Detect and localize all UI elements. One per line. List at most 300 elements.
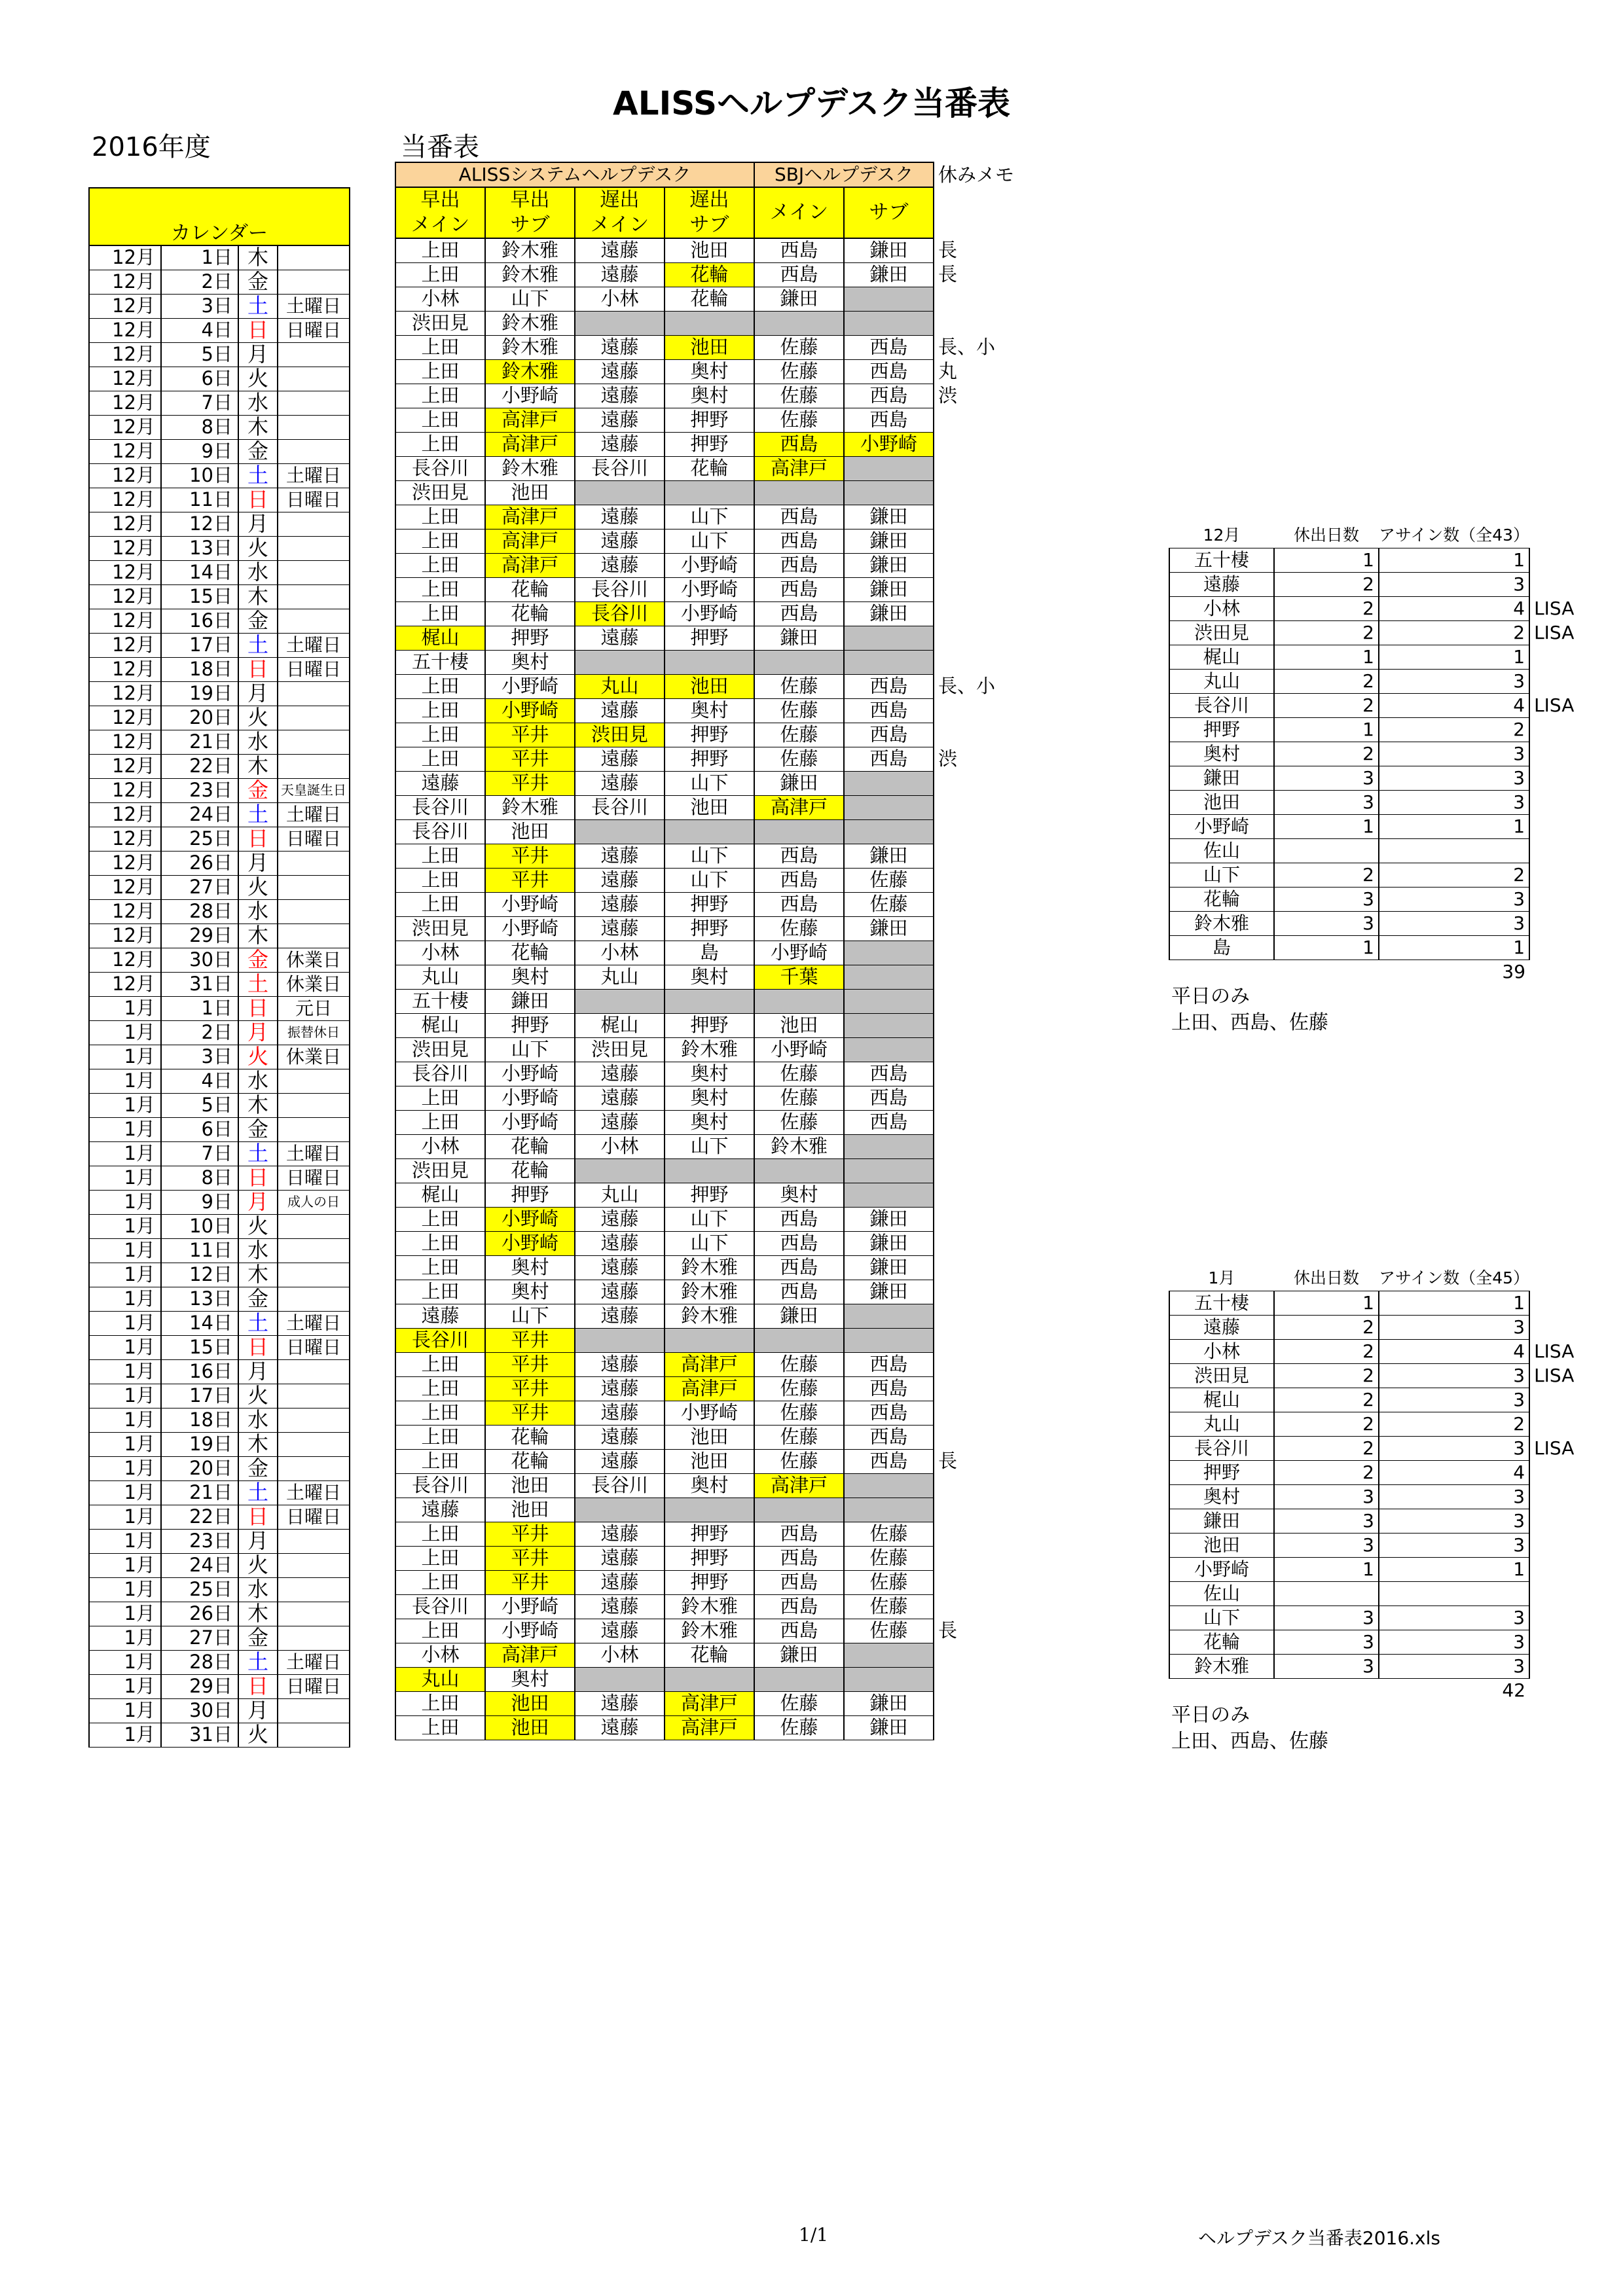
duty-cell: 池田 (485, 1691, 575, 1715)
stats-row (1169, 1605, 1608, 1630)
calendar-row (89, 1650, 350, 1674)
duty-cell: 上田 (395, 1086, 485, 1110)
staff-name: 佐山 (1169, 838, 1274, 863)
stats-header-row (1169, 1266, 1608, 1291)
calendar-row (89, 802, 350, 827)
holiday-work-days: 3 (1274, 1484, 1379, 1509)
holiday-note (278, 512, 350, 536)
duty-cell: 鎌田 (754, 1304, 844, 1328)
staff-name: 小野崎 (1169, 814, 1274, 838)
duty-cell: 佐藤 (754, 1425, 844, 1449)
duty-row (395, 456, 1032, 480)
duty-cell: 奥村 (485, 965, 575, 989)
duty-cell: 遠藤 (575, 1352, 665, 1376)
duty-cell: 遠藤 (575, 529, 665, 553)
weekday-cell: 土 (238, 802, 278, 827)
holiday-work-days: 2 (1274, 1315, 1379, 1339)
duty-cell: 花輪 (665, 287, 754, 311)
duty-row (395, 238, 1032, 262)
duty-cell: 高津戸 (485, 408, 575, 432)
calendar-row (89, 1384, 350, 1408)
duty-cell: 鎌田 (844, 844, 934, 868)
calendar-row (89, 706, 350, 730)
duty-cell: 遠藤 (575, 1086, 665, 1110)
duty-cell: 小野崎 (485, 1086, 575, 1110)
assign-count: 3 (1379, 1484, 1529, 1509)
duty-cell: 花輪 (485, 941, 575, 965)
absence-memo (934, 795, 1032, 819)
duty-cell: 西島 (754, 1255, 844, 1280)
duty-cell: 鈴木雅 (485, 795, 575, 819)
month-cell: 1月 (89, 1674, 161, 1698)
duty-cell: 五十棲 (395, 989, 485, 1013)
stats-row (1169, 1533, 1608, 1557)
duty-row (395, 1255, 1032, 1280)
staff-note: LISA (1534, 1437, 1575, 1459)
duty-cell: 遠藤 (395, 771, 485, 795)
assign-count: 2 (1379, 1412, 1529, 1436)
duty-cell: 西島 (844, 1062, 934, 1086)
holiday-work-days: 2 (1274, 693, 1379, 717)
duty-row (395, 480, 1032, 505)
calendar-row (89, 1674, 350, 1698)
duty-cell: 小林 (575, 1134, 665, 1158)
duty-cell: 高津戸 (754, 795, 844, 819)
month-cell: 1月 (89, 1214, 161, 1238)
duty-cell: 遠藤 (575, 384, 665, 408)
holiday-work-days: 1 (1274, 1557, 1379, 1581)
staff-name: 佐山 (1169, 1581, 1274, 1605)
calendar-row (89, 1093, 350, 1117)
day-cell: 30日 (161, 948, 238, 972)
duty-cell: 西島 (754, 1280, 844, 1304)
absence-memo (934, 1037, 1032, 1062)
calendar-row (89, 972, 350, 996)
duty-cell: 西島 (844, 747, 934, 771)
duty-cell (844, 1304, 934, 1328)
staff-name: 長谷川 (1169, 1436, 1274, 1460)
staff-note (1529, 742, 1608, 766)
duty-cell: 梶山 (395, 626, 485, 650)
duty-cell (665, 819, 754, 844)
calendar-row (89, 1190, 350, 1214)
calendar-row (89, 1408, 350, 1432)
month-cell: 1月 (89, 1480, 161, 1505)
duty-row (395, 505, 1032, 529)
duty-cell: 小野崎 (665, 601, 754, 626)
duty-cell: 池田 (665, 335, 754, 359)
duty-cell: 遠藤 (575, 916, 665, 941)
file-name: ヘルプデスク当番表2016.xls (1198, 2227, 1440, 2249)
holiday-work-days: 2 (1274, 1412, 1379, 1436)
weekday-cell: 木 (238, 924, 278, 948)
duty-row (395, 1134, 1032, 1158)
calendar-row (89, 1045, 350, 1069)
duty-row (395, 311, 1032, 335)
duty-cell (665, 1328, 754, 1352)
duty-cell: 小野崎 (485, 674, 575, 698)
calendar-row (89, 1117, 350, 1141)
duty-cell: 佐藤 (844, 868, 934, 892)
absence-memo: 長 (938, 1450, 958, 1472)
staff-note (1529, 1388, 1608, 1412)
duty-cell: 遠藤 (575, 1522, 665, 1546)
month-cell: 12月 (89, 681, 161, 706)
duty-cell (844, 650, 934, 674)
stats-row (1169, 766, 1608, 790)
duty-cell (844, 795, 934, 819)
calendar-row (89, 245, 350, 270)
calendar-row (89, 1505, 350, 1529)
month-cell: 1月 (89, 1190, 161, 1214)
absence-memo (934, 698, 1032, 723)
duty-cell: 押野 (485, 1013, 575, 1037)
absence-memo: 長 (938, 239, 958, 261)
holiday-note (278, 245, 350, 270)
duty-cell: 西島 (754, 892, 844, 916)
day-cell: 7日 (161, 1141, 238, 1166)
month-cell: 12月 (89, 536, 161, 560)
month-cell: 1月 (89, 1359, 161, 1384)
stats-row (1169, 1412, 1608, 1436)
duty-cell: 花輪 (485, 601, 575, 626)
duty-row (395, 1619, 1032, 1643)
assign-count: 3 (1379, 1509, 1529, 1533)
calendar-row (89, 1698, 350, 1723)
stats-spacer (1169, 960, 1274, 984)
weekday-cell: 木 (238, 1263, 278, 1287)
duty-cell: 遠藤 (575, 505, 665, 529)
staff-note (1529, 1533, 1608, 1557)
stats-row (1169, 1557, 1608, 1581)
day-cell: 28日 (161, 899, 238, 924)
duty-row (395, 723, 1032, 747)
holiday-note: 土曜日 (278, 1141, 350, 1166)
staff-name: 丸山 (1169, 1412, 1274, 1436)
duty-cell: 遠藤 (575, 1449, 665, 1473)
duty-row (395, 577, 1032, 601)
day-cell: 16日 (161, 1359, 238, 1384)
month-cell: 1月 (89, 1650, 161, 1674)
duty-cell: 鈴木雅 (665, 1619, 754, 1643)
duty-cell (575, 819, 665, 844)
weekday-cell: 水 (238, 1577, 278, 1602)
day-cell: 13日 (161, 536, 238, 560)
holiday-note (278, 560, 350, 584)
duty-cell: 鎌田 (844, 1280, 934, 1304)
month-cell: 1月 (89, 1093, 161, 1117)
stats-body (1169, 1291, 1608, 1678)
absence-memo (934, 1110, 1032, 1134)
duty-cell: 佐藤 (844, 1619, 934, 1643)
calendar-row (89, 512, 350, 536)
absence-memo (934, 723, 1032, 747)
duty-cell: 小野崎 (485, 1594, 575, 1619)
stats-row (1169, 620, 1608, 645)
staff-name: 五十棲 (1169, 1291, 1274, 1315)
calendar-row (89, 1141, 350, 1166)
duty-cell: 小野崎 (665, 577, 754, 601)
calendar-row (89, 1335, 350, 1359)
duty-cell: 遠藤 (575, 1231, 665, 1255)
duty-cell: 佐藤 (844, 1594, 934, 1619)
duty-row (395, 795, 1032, 819)
absence-memo (934, 626, 1032, 650)
absence-memo (934, 868, 1032, 892)
staff-name: 池田 (1169, 1533, 1274, 1557)
absence-memo (934, 1643, 1032, 1667)
duty-cell: 遠藤 (575, 1570, 665, 1594)
staff-note (1529, 1605, 1608, 1630)
duty-cell (844, 1183, 934, 1207)
duty-cell: 遠藤 (395, 1498, 485, 1522)
assign-count: 2 (1379, 717, 1529, 742)
duty-cell: 平井 (485, 1522, 575, 1546)
duty-cell (665, 650, 754, 674)
duty-cell: 押野 (665, 1546, 754, 1570)
weekday-cell: 火 (238, 1045, 278, 1069)
duty-cell (844, 1667, 934, 1691)
day-cell: 31日 (161, 1723, 238, 1747)
weekday-cell: 月 (238, 342, 278, 367)
duty-row (395, 1570, 1032, 1594)
weekday-cell: 木 (238, 1602, 278, 1626)
shift-header-line1: 早出 (510, 188, 550, 211)
weekday-cell: 木 (238, 584, 278, 609)
shift-header-line1: 遅出 (600, 188, 640, 211)
month-cell: 1月 (89, 1020, 161, 1045)
duty-cell: 遠藤 (575, 698, 665, 723)
duty-row (395, 941, 1032, 965)
staff-note: LISA (1534, 1365, 1575, 1386)
day-cell: 30日 (161, 1698, 238, 1723)
day-cell: 25日 (161, 827, 238, 851)
day-cell: 31日 (161, 972, 238, 996)
weekday-cell: 日 (238, 318, 278, 342)
holiday-note (278, 1093, 350, 1117)
duty-cell: 鈴木雅 (485, 262, 575, 287)
memo-spacer (934, 187, 1032, 238)
staff-name: 五十棲 (1169, 548, 1274, 572)
duty-cell: 渋田見 (575, 723, 665, 747)
duty-cell: 上田 (395, 892, 485, 916)
duty-cell: 上田 (395, 359, 485, 384)
stats-header-row (1169, 524, 1608, 548)
calendar-row (89, 391, 350, 415)
duty-row (395, 1086, 1032, 1110)
day-cell: 18日 (161, 657, 238, 681)
duty-cell: 遠藤 (575, 626, 665, 650)
duty-cell: 上田 (395, 1546, 485, 1570)
staff-note (1529, 1484, 1608, 1509)
duty-cell: 西島 (754, 1231, 844, 1255)
duty-cell: 奥村 (485, 1255, 575, 1280)
duty-row (395, 747, 1032, 771)
day-cell: 21日 (161, 1480, 238, 1505)
weekday-cell: 木 (238, 1432, 278, 1456)
subtitle: 当番表 (401, 132, 479, 162)
shift-header (575, 187, 665, 238)
holiday-work-days: 3 (1274, 1654, 1379, 1678)
calendar-row (89, 1456, 350, 1480)
staff-note (1529, 766, 1608, 790)
absence-memo (934, 989, 1032, 1013)
duty-cell: 遠藤 (575, 432, 665, 456)
weekday-cell: 水 (238, 391, 278, 415)
duty-cell: 小林 (575, 287, 665, 311)
assign-count (1379, 838, 1529, 863)
holiday-note: 日曜日 (278, 827, 350, 851)
month-cell: 12月 (89, 391, 161, 415)
calendar-row (89, 294, 350, 318)
staff-note (1529, 790, 1608, 814)
duty-cell: 西島 (844, 359, 934, 384)
holiday-work-days: 2 (1274, 1388, 1379, 1412)
calendar-row (89, 1602, 350, 1626)
day-cell: 10日 (161, 463, 238, 488)
assign-count: 4 (1379, 693, 1529, 717)
duty-cell: 鎌田 (844, 601, 934, 626)
assign-count: 3 (1379, 742, 1529, 766)
calendar-row (89, 1166, 350, 1190)
day-cell: 22日 (161, 754, 238, 778)
month-cell: 12月 (89, 245, 161, 270)
staff-name: 花輪 (1169, 1630, 1274, 1654)
duty-cell: 奥村 (485, 1280, 575, 1304)
duty-cell: 渋田見 (395, 1037, 485, 1062)
duty-cell: 西島 (754, 432, 844, 456)
day-cell: 1日 (161, 245, 238, 270)
duty-cell: 高津戸 (665, 1691, 754, 1715)
assign-count: 3 (1379, 766, 1529, 790)
duty-cell: 佐藤 (844, 892, 934, 916)
weekday-cell: 火 (238, 706, 278, 730)
shift-header (665, 187, 754, 238)
duty-cell: 鎌田 (844, 529, 934, 553)
duty-cell: 遠藤 (575, 1304, 665, 1328)
absence-memo: 長 (938, 1619, 958, 1641)
day-cell: 3日 (161, 1045, 238, 1069)
duty-cell: 上田 (395, 529, 485, 553)
weekday-cell: 月 (238, 1359, 278, 1384)
duty-cell: 上田 (395, 1619, 485, 1643)
duty-cell: 平井 (485, 1376, 575, 1401)
holiday-work-days: 1 (1274, 1291, 1379, 1315)
duty-cell: 小野崎 (485, 916, 575, 941)
day-cell: 5日 (161, 342, 238, 367)
duty-row (395, 868, 1032, 892)
duty-cell (575, 650, 665, 674)
staff-note (1529, 1291, 1608, 1315)
holiday-work-days: 2 (1274, 863, 1379, 887)
weekday-cell: 金 (238, 439, 278, 463)
memo-header: 休みメモ (938, 163, 1015, 186)
holiday-note: 土曜日 (278, 1311, 350, 1335)
duty-cell: 小野崎 (485, 1619, 575, 1643)
duty-row (395, 1425, 1032, 1449)
holiday-note: 土曜日 (278, 1480, 350, 1505)
month-cell: 1月 (89, 1069, 161, 1093)
holiday-note (278, 1408, 350, 1432)
holiday-note (278, 1069, 350, 1093)
day-cell: 4日 (161, 318, 238, 342)
day-cell: 28日 (161, 1650, 238, 1674)
holiday-note (278, 439, 350, 463)
duty-cell: 鎌田 (844, 916, 934, 941)
weekday-cell: 日 (238, 1505, 278, 1529)
duty-cell: 遠藤 (575, 238, 665, 262)
assign-count: 1 (1379, 935, 1529, 960)
duty-cell: 小林 (395, 287, 485, 311)
absence-memo (934, 456, 1032, 480)
absence-memo (934, 1401, 1032, 1425)
absence-memo (934, 432, 1032, 456)
absence-memo (934, 1062, 1032, 1086)
duty-row (395, 1449, 1032, 1473)
duty-cell: 鎌田 (844, 577, 934, 601)
duty-cell: 山下 (665, 771, 754, 795)
duty-cell: 押野 (665, 747, 754, 771)
duty-row (395, 408, 1032, 432)
calendar-row (89, 948, 350, 972)
holiday-note (278, 681, 350, 706)
assign-count: 3 (1379, 1315, 1529, 1339)
day-cell: 19日 (161, 681, 238, 706)
holiday-work-days: 3 (1274, 887, 1379, 911)
duty-cell (844, 989, 934, 1013)
duty-cell: 上田 (395, 1522, 485, 1546)
stats-total-row (1169, 960, 1608, 984)
month-cell: 12月 (89, 560, 161, 584)
duty-cell: 小野崎 (485, 1062, 575, 1086)
weekday-cell: 月 (238, 1020, 278, 1045)
duty-cell: 長谷川 (395, 1328, 485, 1352)
duty-cell: 押野 (665, 1013, 754, 1037)
month-cell: 12月 (89, 633, 161, 657)
calendar-row (89, 1069, 350, 1093)
holiday-note (278, 1529, 350, 1553)
duty-row (395, 1110, 1032, 1134)
duty-row (395, 384, 1032, 408)
duty-cell: 鈴木雅 (485, 311, 575, 335)
duty-cell: 鎌田 (844, 1231, 934, 1255)
duty-row (395, 359, 1032, 384)
holiday-note (278, 730, 350, 754)
duty-cell: 西島 (844, 1110, 934, 1134)
day-cell: 6日 (161, 1117, 238, 1141)
duty-cell: 小林 (395, 941, 485, 965)
stats-month: 12月 (1203, 526, 1241, 545)
staff-name: 遠藤 (1169, 572, 1274, 596)
duty-row (395, 1546, 1032, 1570)
day-cell: 15日 (161, 1335, 238, 1359)
duty-cell: 山下 (665, 1231, 754, 1255)
duty-cell: 梶山 (575, 1013, 665, 1037)
day-cell: 23日 (161, 778, 238, 802)
absence-memo (934, 1425, 1032, 1449)
duty-cell: 上田 (395, 384, 485, 408)
holiday-work-days (1274, 1581, 1379, 1605)
duty-cell: 平井 (485, 723, 575, 747)
staff-name: 押野 (1169, 1460, 1274, 1484)
stats-row (1169, 1339, 1608, 1363)
duty-row (395, 1376, 1032, 1401)
duty-cell: 高津戸 (665, 1352, 754, 1376)
duty-cell: 山下 (665, 505, 754, 529)
duty-cell: 押野 (665, 408, 754, 432)
holiday-work-days: 3 (1274, 1630, 1379, 1654)
duty-cell: 上田 (395, 1715, 485, 1740)
